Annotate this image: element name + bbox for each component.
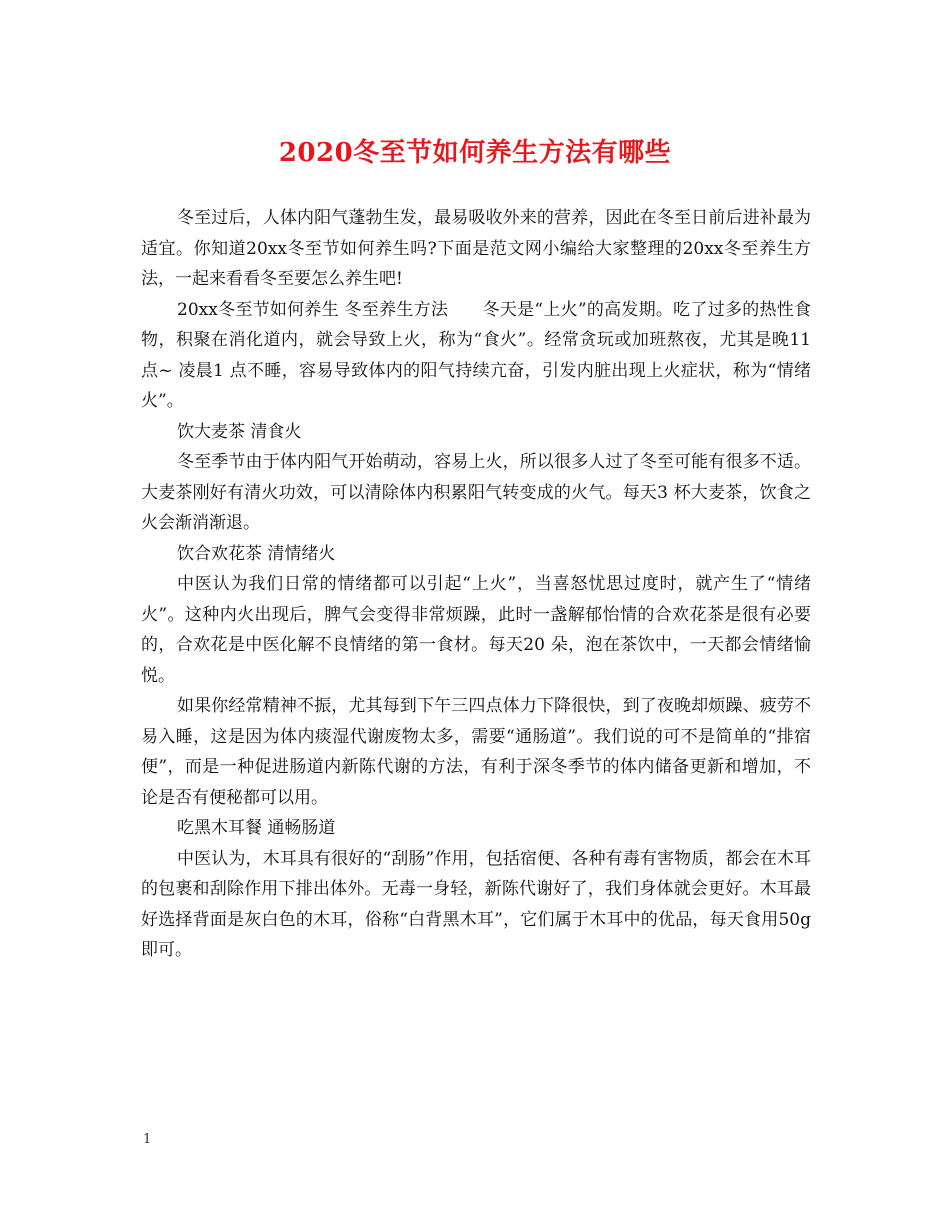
paragraph-intro: 冬至过后，人体内阳气蓬勃生发，最易吸收外来的营养，因此在冬至日前后进补最为适宜。你知道20xx冬至节如何养生吗?下面是范文网小编给大家整理的20xx冬至养生方法，一起来看看冬至要怎么养生吧! bbox=[141, 208, 811, 289]
section-heading-barley-tea: 饮大麦茶 清食火 bbox=[177, 421, 302, 442]
paragraph-winter-fire: 20xx冬至节如何养生 冬至养生方法 冬天是“上火”的高发期。吃了过多的热性食物，积聚在消化道内，就会导致上火，称为“食火”。经常贪玩或加班熬夜，尤其是晚11 点~ 凌晨1 点不睡，容易导致体内的阳气持续亢奋，引发内脏出现上火症状，称为“情绪火”。 bbox=[141, 299, 811, 411]
page-number: 1 bbox=[143, 1132, 152, 1147]
paragraph-intestine: 如果你经常精神不振，尤其每到下午三四点体力下降很快，到了夜晚却烦躁、疲劳不易入睡，这是因为体内痰湿代谢废物太多，需要“通肠道”。我们说的可不是简单的“排宿便”，而是一种促进肠道内新陈代谢的方法，有利于深冬季节的体内储备更新和增加，不论是否有便秘都可以用。 bbox=[141, 696, 811, 808]
document-title: 2020冬至节如何养生方法有哪些 bbox=[278, 138, 672, 168]
paragraph-barley-tea: 冬至季节由于体内阳气开始萌动，容易上火，所以很多人过了冬至可能有很多不适。大麦茶刚好有清火功效，可以清除体内积累阳气转变成的火气。每天3 杯大麦茶，饮食之火会渐消渐退。 bbox=[141, 452, 811, 533]
document-body bbox=[141, 203, 811, 966]
section-heading-black-fungus: 吃黑木耳餐 通畅肠道 bbox=[177, 818, 336, 838]
paragraph-albizia-tea: 中医认为我们日常的情绪都可以引起“上火”，当喜怒忧思过度时，就产生了“情绪火”。这种内火出现后，脾气会变得非常烦躁，此时一盏解郁怡情的合欢花茶是很有必要的，合欢花是中医化解不良情绪的第一食材。每天20 朵，泡在茶饮中，一天都会情绪愉悦。 bbox=[141, 574, 811, 686]
section-heading-albizia-tea: 饮合欢花茶 清情绪火 bbox=[177, 543, 336, 564]
paragraph-black-fungus: 中医认为，木耳具有很好的“刮肠”作用，包括宿便、各种有毒有害物质，都会在木耳的包裹和刮除作用下排出体外。无毒一身轻，新陈代谢好了，我们身体就会更好。木耳最好选择背面是灰白色的木耳，俗称“白背黑木耳”，它们属于木耳中的优品，每天食用50g 即可。 bbox=[141, 848, 811, 960]
